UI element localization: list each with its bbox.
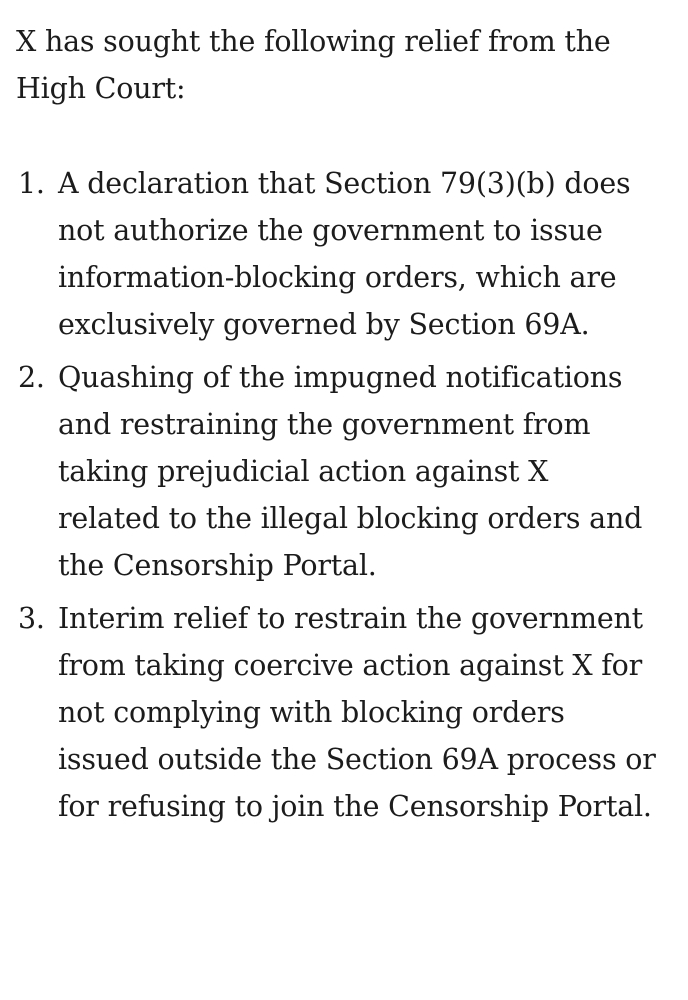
list-item-text: A declaration that Section 79(3)(b) does not authorize the government to issue information-blocking orders, which are exclusively governed by Section 69A. (58, 167, 631, 341)
article-body (16, 18, 676, 830)
relief-list (16, 160, 676, 830)
list-item-number: 3. (18, 602, 45, 635)
list-item-number: 2. (18, 361, 45, 394)
list-item (16, 595, 658, 830)
list-item-number: 1. (18, 167, 45, 200)
list-item (16, 160, 658, 348)
intro-paragraph: X has sought the following relief from the High Court: (16, 25, 611, 105)
list-item-text: Quashing of the impugned notifications and restraining the government from taking prejudicial action against X related to the illegal blocking orders and the Censorship Portal. (58, 361, 643, 582)
list-item-text: Interim relief to restrain the government from taking coercive action against X for not complying with blocking orders issued outside the Section 69A process or for refusing to join the Censorship Portal. (58, 602, 656, 823)
list-item (16, 354, 658, 589)
